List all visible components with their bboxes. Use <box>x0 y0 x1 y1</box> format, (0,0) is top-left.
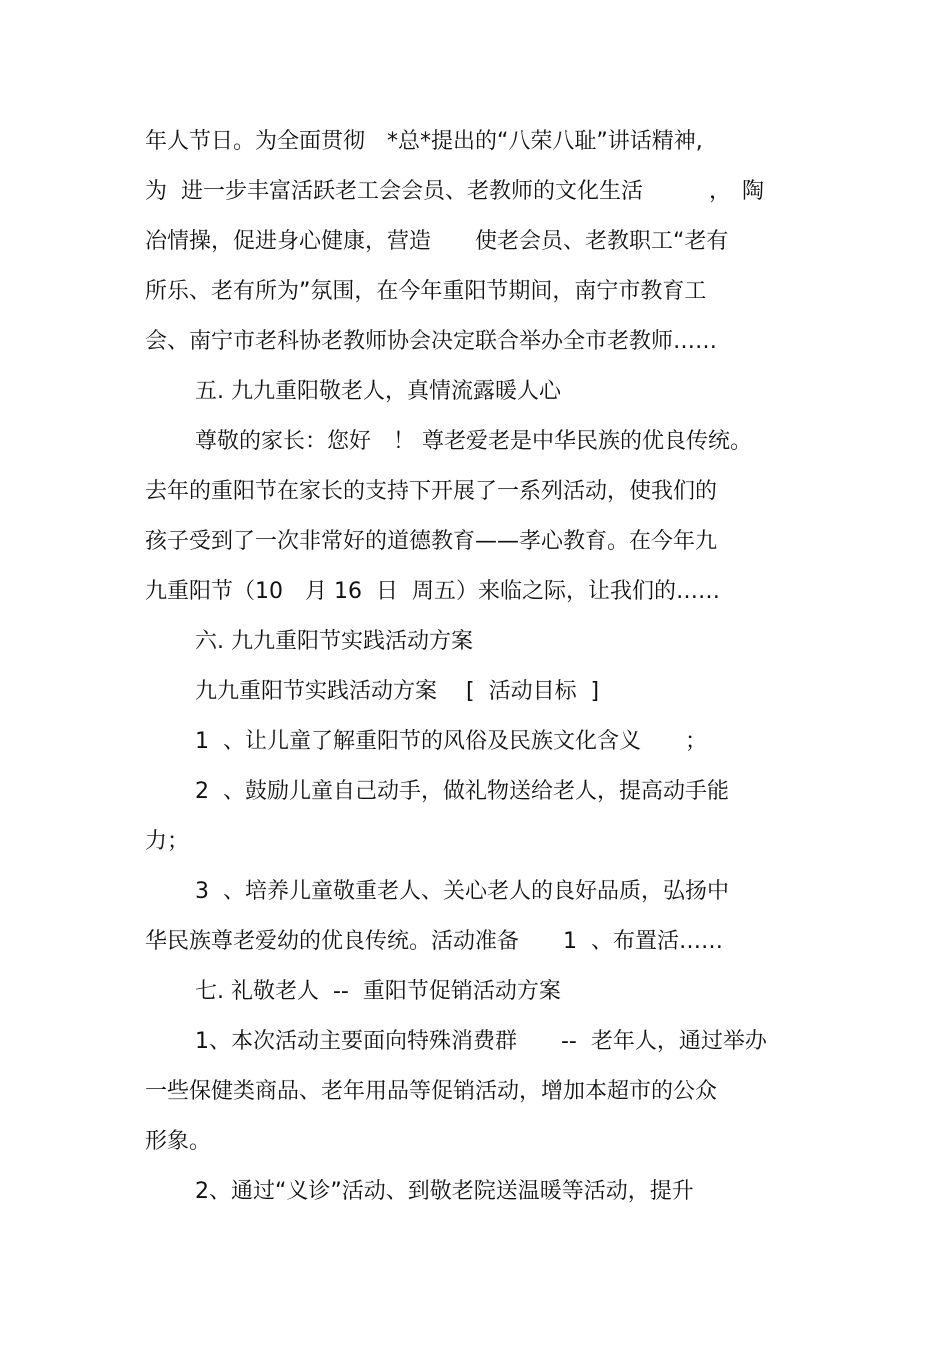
body-text-line: 冶情操，促进身心健康，营造 使老会员、老教职工“老有 <box>145 229 729 254</box>
list-item: 2、通过“义诊”活动、到敬老院送温暖等活动，提升 <box>195 1179 694 1204</box>
body-text-line: 会、南宁市老科协老教师协会决定联合举办全市老教师…… <box>145 329 718 354</box>
list-item: 1 、让儿童了解重阳节的风俗及民族文化含义 ； <box>195 729 707 754</box>
body-text-line: 华民族尊老爱幼的优良传统。活动准备 1 、布置活…… <box>145 929 723 954</box>
body-text-line: 九九重阳节实践活动方案 [ 活动目标 ] <box>195 679 600 704</box>
body-text-line: 九重阳节（10 月 16 日 周五）来临之际，让我们的…… <box>145 579 720 604</box>
body-text-line: 去年的重阳节在家长的支持下开展了一系列活动，使我们的 <box>145 479 718 504</box>
body-text-line: 一些保健类商品、老年用品等促销活动，增加本超市的公众 <box>145 1079 718 1104</box>
list-item: 3 、培养儿童敬重老人、关心老人的良好品质，弘扬中 <box>195 879 729 904</box>
body-text-line: 形象。 <box>145 1129 212 1154</box>
body-text-line: 孩子受到了一次非常好的道德教育——孝心教育。在今年九 <box>145 529 718 554</box>
body-text-line: 尊敬的家长：您好 ！ 尊老爱老是中华民族的优良传统。 <box>195 429 752 454</box>
body-text-line: 所乐、老有所为”氛围，在今年重阳节期间，南宁市教育工 <box>145 279 707 304</box>
section-heading: 五. 九九重阳敬老人，真情流露暖人心 <box>195 379 561 404</box>
section-heading: 六. 九九重阳节实践活动方案 <box>195 629 473 654</box>
body-text-line: 年人节日。为全面贯彻 *总*提出的“八荣八耻”讲话精神, <box>145 129 703 154</box>
body-text-line: 力； <box>145 829 190 854</box>
section-heading: 七. 礼敬老人 -- 重阳节促销活动方案 <box>195 979 561 1004</box>
list-item: 2 、鼓励儿童自己动手，做礼物送给老人，提高动手能 <box>195 779 729 804</box>
list-item: 1、本次活动主要面向特殊消费群 -- 老年人，通过举办 <box>195 1029 767 1054</box>
body-text-line: 为 进一步丰富活跃老工会会员、老教师的文化生活 ， 陶 <box>145 179 764 204</box>
